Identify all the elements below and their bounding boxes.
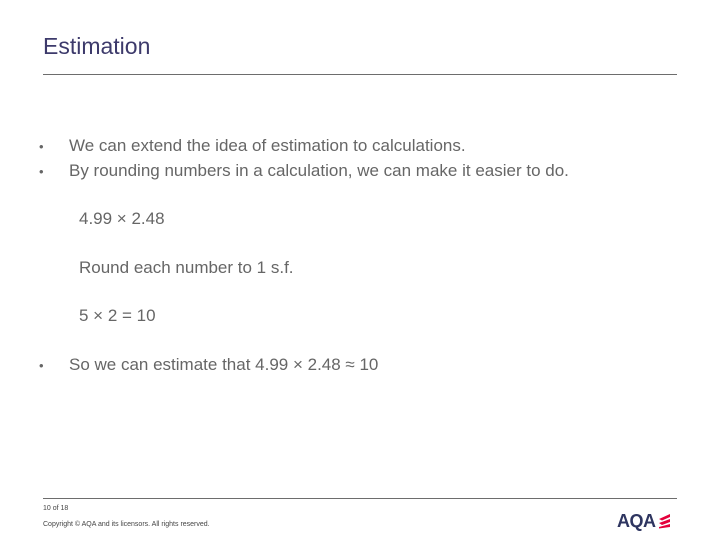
footer-divider <box>43 498 677 499</box>
slide-title: Estimation <box>43 33 151 59</box>
page-number: 10 of 18 <box>43 505 69 512</box>
bullet-item <box>39 355 378 375</box>
bullet-text: We can extend the idea of estimation to calculations. <box>69 136 466 155</box>
bullet-dot: • <box>39 139 44 154</box>
rounding-instruction: Round each number to 1 s.f. <box>79 258 294 277</box>
bullet-item <box>39 161 569 181</box>
logo-mark-icon <box>658 513 672 529</box>
copyright-notice: Copyright © AQA and its licensors. All rights reserved. <box>43 521 210 528</box>
bullet-dot: • <box>39 358 44 373</box>
calculation-line: 4.99 × 2.48 <box>79 209 165 228</box>
title-divider <box>43 74 677 75</box>
aqa-logo <box>617 510 672 532</box>
logo-wordmark: AQA <box>617 511 656 531</box>
bullet-dot: • <box>39 164 44 179</box>
bullet-text: So we can estimate that 4.99 × 2.48 ≈ 10 <box>69 355 379 374</box>
bullet-text: By rounding numbers in a calculation, we can make it easier to do. <box>69 161 569 180</box>
rounded-calculation: 5 × 2 = 10 <box>79 306 156 325</box>
bullet-item <box>39 136 466 156</box>
